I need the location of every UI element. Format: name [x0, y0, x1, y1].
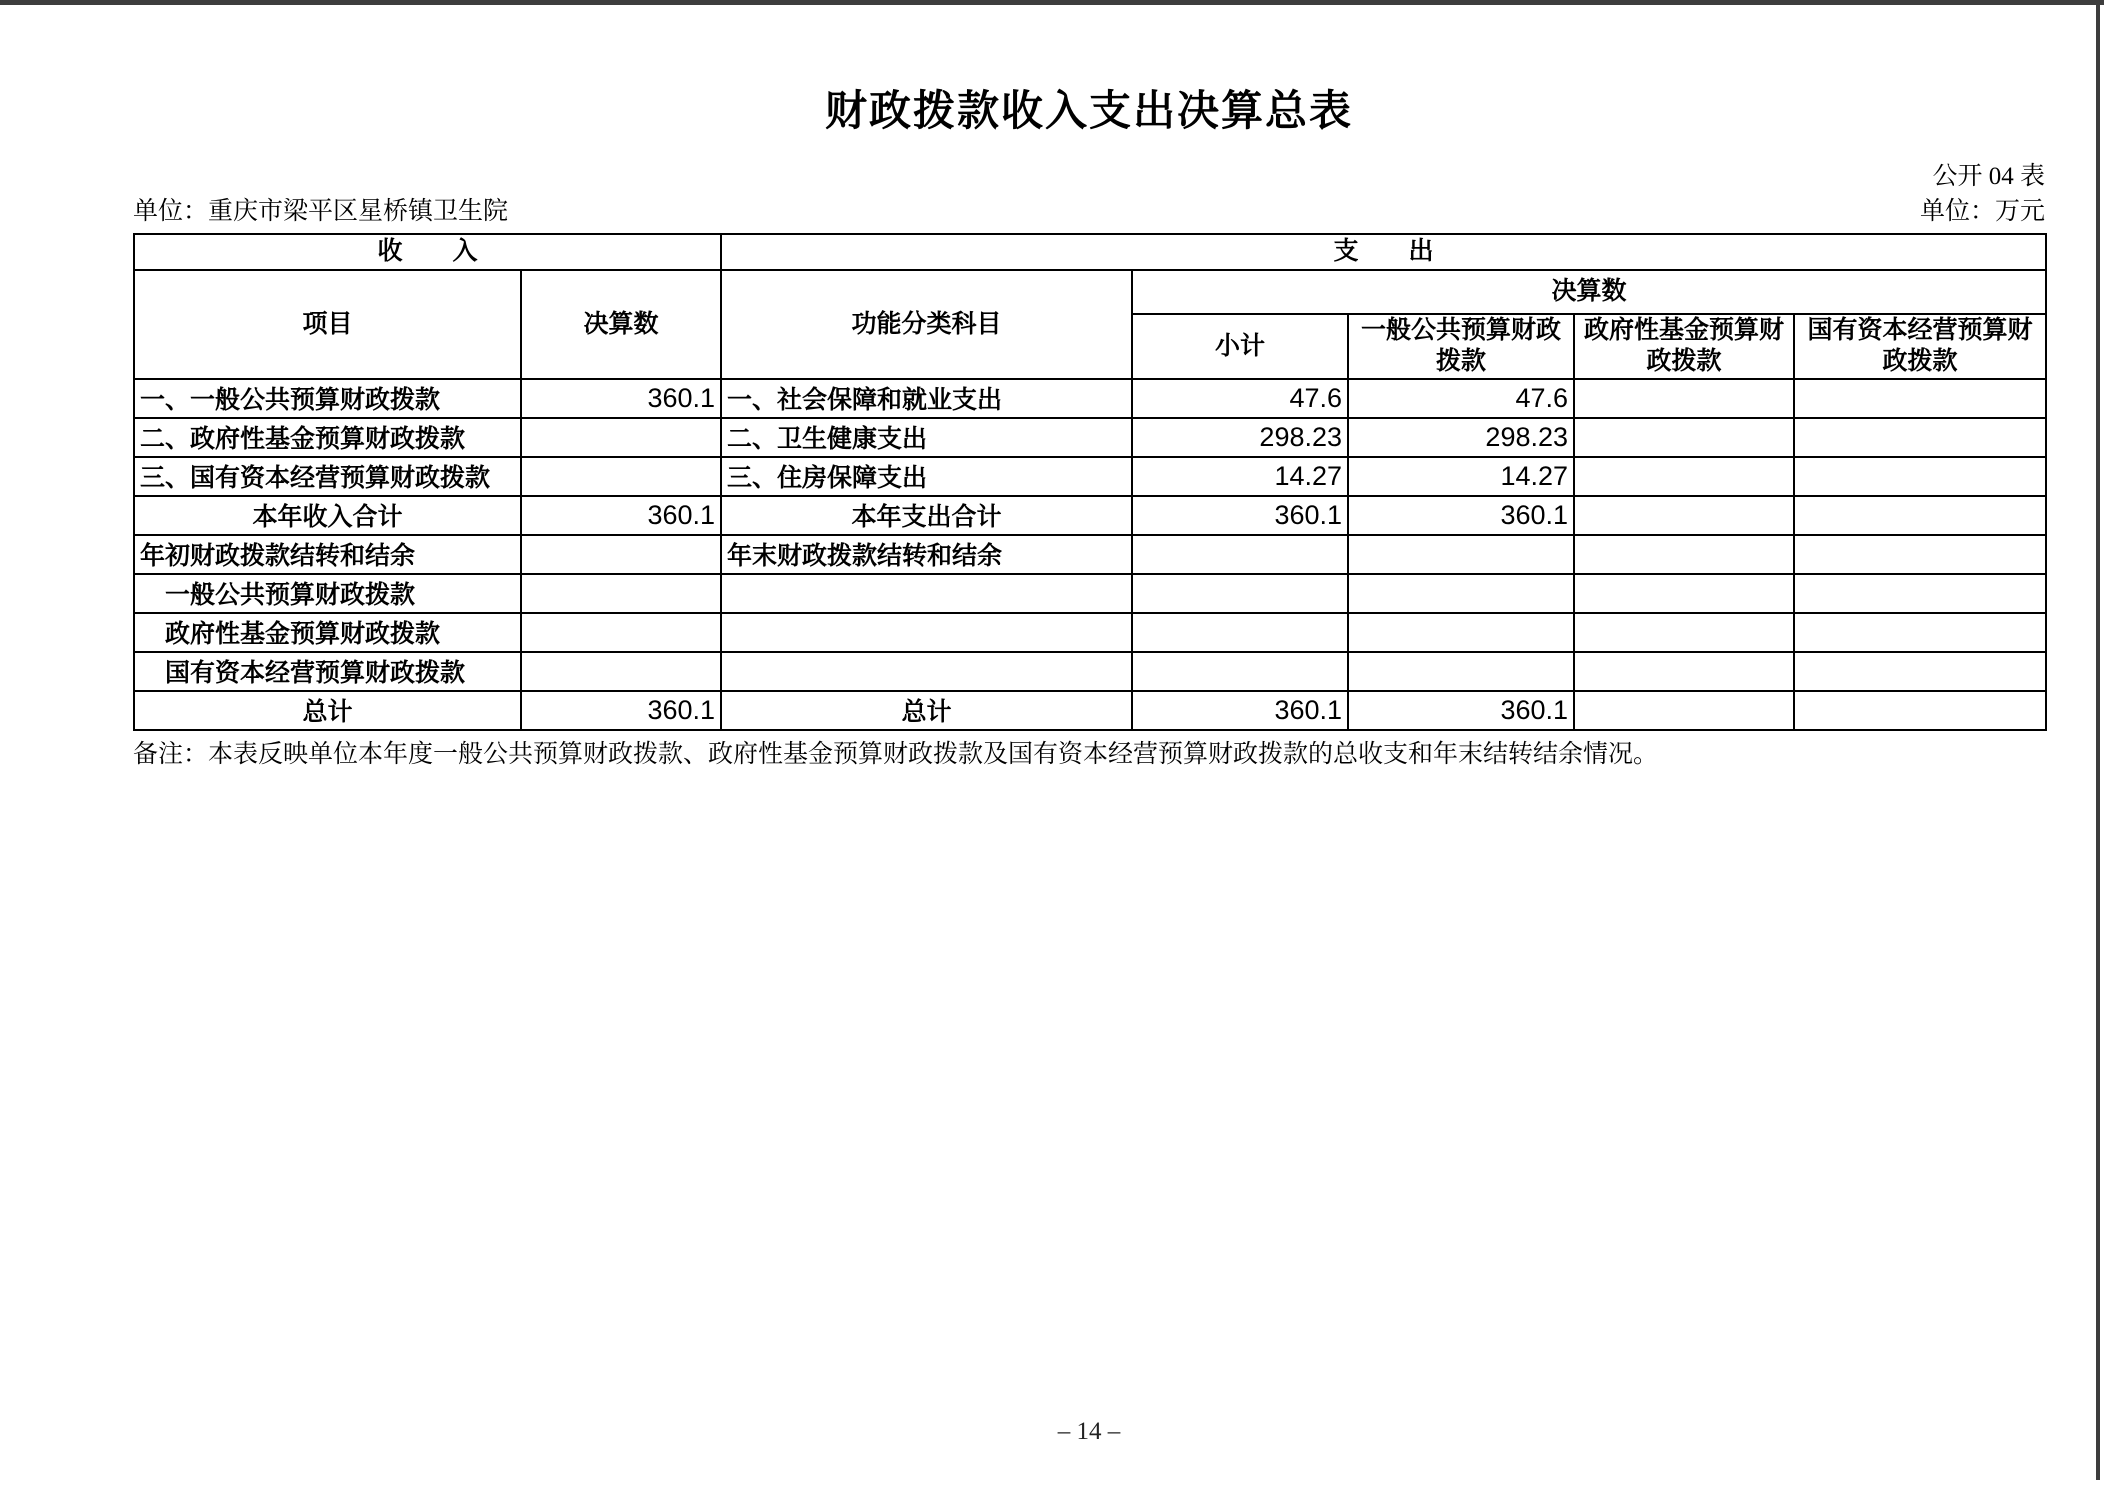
- expense-subtotal-cell: [1132, 652, 1348, 691]
- income-amount-cell: [521, 652, 721, 691]
- expense-item-cell: [721, 574, 1132, 613]
- expense-general-public-cell: 360.1: [1348, 496, 1574, 535]
- income-item-cell: 一、一般公共预算财政拨款: [134, 379, 521, 418]
- income-item-cell: 总计: [134, 691, 521, 730]
- section-header-row: [134, 234, 2046, 270]
- expense-item-cell: [721, 652, 1132, 691]
- unit-line: [133, 196, 2045, 228]
- table-row: [134, 418, 2046, 457]
- expense-general-public-cell: [1348, 613, 1574, 652]
- fiscal-appropriation-table: [133, 233, 2047, 731]
- income-item-cell: 三、国有资本经营预算财政拨款: [134, 457, 521, 496]
- table-body: [134, 379, 2046, 730]
- income-item-cell: 国有资本经营预算财政拨款: [134, 652, 521, 691]
- table-row: [134, 496, 2046, 535]
- expense-item-cell: 一、社会保障和就业支出: [721, 379, 1132, 418]
- expense-subtotal-cell: 360.1: [1132, 691, 1348, 730]
- expense-item-cell: 二、卫生健康支出: [721, 418, 1132, 457]
- expense-item-cell: [721, 613, 1132, 652]
- expense-subtotal-cell: 14.27: [1132, 457, 1348, 496]
- table-row: [134, 613, 2046, 652]
- expense-government-fund-cell: [1574, 574, 1794, 613]
- expense-section-header: 支 出: [721, 234, 2046, 270]
- income-section-header: 收 入: [134, 234, 721, 270]
- expense-subtotal-cell: [1132, 574, 1348, 613]
- document-page: [133, 0, 2045, 771]
- state-capital-budget-column-header: 国有资本经营预算财政拨款: [1794, 314, 2046, 379]
- table-row: [134, 691, 2046, 730]
- income-amount-cell: 360.1: [521, 691, 721, 730]
- expense-state-capital-cell: [1794, 652, 2046, 691]
- expense-government-fund-cell: [1574, 457, 1794, 496]
- expense-subtotal-cell: 298.23: [1132, 418, 1348, 457]
- general-public-budget-column-header: 一般公共预算财政拨款: [1348, 314, 1574, 379]
- income-amount-cell: [521, 613, 721, 652]
- table-row: [134, 379, 2046, 418]
- table-row: [134, 535, 2046, 574]
- expense-item-cell: 年末财政拨款结转和结余: [721, 535, 1132, 574]
- expense-state-capital-cell: [1794, 457, 2046, 496]
- income-amount-cell: [521, 535, 721, 574]
- unit-measure-label: 单位：万元: [1919, 198, 2045, 225]
- income-item-cell: 二、政府性基金预算财政拨款: [134, 418, 521, 457]
- income-item-cell: 本年收入合计: [134, 496, 521, 535]
- income-amount-cell: [521, 418, 721, 457]
- page-title: 财政拨款收入支出决算总表: [824, 89, 1353, 135]
- income-amount-cell: 360.1: [521, 379, 721, 418]
- expense-state-capital-cell: [1794, 535, 2046, 574]
- expense-state-capital-cell: [1794, 379, 2046, 418]
- expense-government-fund-cell: [1574, 418, 1794, 457]
- expense-government-fund-cell: [1574, 691, 1794, 730]
- income-item-cell: 一般公共预算财政拨款: [134, 574, 521, 613]
- expense-general-public-cell: 47.6: [1348, 379, 1574, 418]
- page-right-edge: [2096, 0, 2100, 1480]
- expense-subtotal-cell: 360.1: [1132, 496, 1348, 535]
- income-final-column-header: 决算数: [521, 270, 721, 379]
- expense-subtotal-cell: [1132, 535, 1348, 574]
- table-row: [134, 652, 2046, 691]
- expense-state-capital-cell: [1794, 496, 2046, 535]
- expense-government-fund-cell: [1574, 496, 1794, 535]
- page-number: – 14 –: [1057, 1418, 1121, 1445]
- expense-government-fund-cell: [1574, 613, 1794, 652]
- income-item-cell: 年初财政拨款结转和结余: [134, 535, 521, 574]
- expense-item-cell: 三、住房保障支出: [721, 457, 1132, 496]
- income-amount-cell: [521, 574, 721, 613]
- table-note: 备注：本表反映单位本年度一般公共预算财政拨款、政府性基金预算财政拨款及国有资本经营预算财政拨款的总收支和年末结转结余情况。: [133, 740, 1659, 768]
- functional-subject-column-header: 功能分类科目: [721, 270, 1132, 379]
- expense-state-capital-cell: [1794, 691, 2046, 730]
- expense-general-public-cell: 298.23: [1348, 418, 1574, 457]
- expense-general-public-cell: 360.1: [1348, 691, 1574, 730]
- expense-general-public-cell: [1348, 574, 1574, 613]
- table-row: [134, 574, 2046, 613]
- expense-general-public-cell: [1348, 535, 1574, 574]
- expense-subtotal-cell: [1132, 613, 1348, 652]
- expense-item-cell: 总计: [721, 691, 1132, 730]
- expense-general-public-cell: 14.27: [1348, 457, 1574, 496]
- table-code-label: 公开 04 表: [1932, 163, 2045, 190]
- expense-government-fund-cell: [1574, 379, 1794, 418]
- expense-government-fund-cell: [1574, 535, 1794, 574]
- unit-name-label: 单位：重庆市梁平区星桥镇卫生院: [133, 198, 509, 225]
- expense-final-group-header: 决算数: [1132, 270, 2046, 314]
- item-column-header: 项目: [134, 270, 521, 379]
- expense-item-cell: 本年支出合计: [721, 496, 1132, 535]
- expense-state-capital-cell: [1794, 613, 2046, 652]
- expense-government-fund-cell: [1574, 652, 1794, 691]
- group-header-row: [134, 270, 2046, 314]
- income-item-cell: 政府性基金预算财政拨款: [134, 613, 521, 652]
- expense-state-capital-cell: [1794, 418, 2046, 457]
- table-row: [134, 457, 2046, 496]
- expense-state-capital-cell: [1794, 574, 2046, 613]
- government-fund-budget-column-header: 政府性基金预算财政拨款: [1574, 314, 1794, 379]
- expense-general-public-cell: [1348, 652, 1574, 691]
- subtotal-column-header: 小计: [1132, 314, 1348, 379]
- income-amount-cell: [521, 457, 721, 496]
- expense-subtotal-cell: 47.6: [1132, 379, 1348, 418]
- income-amount-cell: 360.1: [521, 496, 721, 535]
